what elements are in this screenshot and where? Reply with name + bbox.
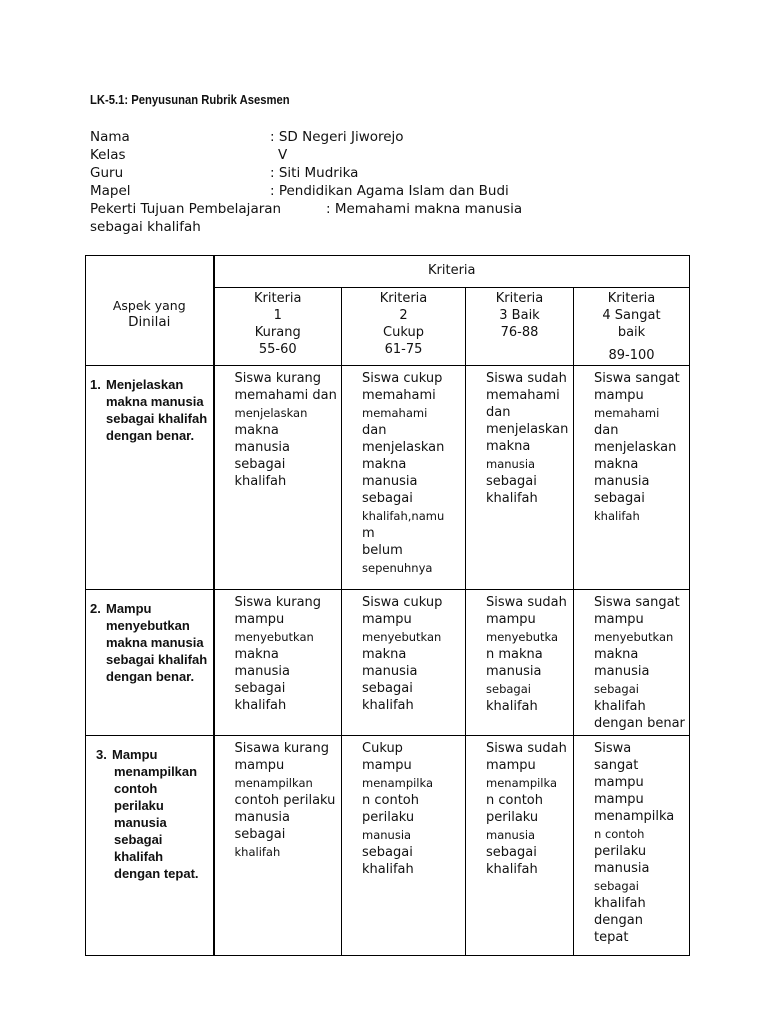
cell-line: Siswa sangat — [594, 371, 680, 386]
cell-line: mampu — [486, 612, 536, 627]
cell-line: makna — [594, 457, 639, 472]
kriteria-header: Kriteria — [214, 256, 690, 288]
cell-line: manusia — [594, 474, 650, 489]
cell-line: khalifah — [362, 862, 414, 877]
cell-line: sebagai — [486, 474, 537, 489]
criteria-cell — [574, 590, 690, 736]
aspect-line — [88, 746, 211, 763]
cell-line: sangat — [594, 758, 639, 773]
table-row — [86, 736, 690, 956]
cell-line: memahami — [594, 406, 660, 420]
kriteria-1-header — [214, 288, 342, 366]
aspect-line: contoh perilaku — [114, 781, 164, 813]
cell-line: manusia sebagai — [234, 810, 290, 842]
aspect-cell — [86, 736, 214, 956]
cell-line: dan — [362, 423, 387, 438]
aspect-line: menampilkan — [114, 764, 198, 779]
cell-line: Siswa cukup — [362, 595, 443, 610]
aspect-number: 3. — [96, 747, 107, 762]
cell-line: makna — [594, 647, 639, 662]
cell-line: memahami — [486, 388, 560, 403]
cell-line: mampu — [486, 758, 536, 773]
criteria-cell — [214, 590, 342, 736]
cell-line: sepenuhnya — [362, 561, 433, 575]
cell-line: manusia — [486, 828, 536, 842]
cell-line: makna — [486, 439, 531, 454]
guru-value: : Siti Mudrika — [270, 165, 359, 181]
cell-line: menjelaskan — [486, 422, 569, 437]
kriteria-4-l4: 89-100 — [608, 348, 655, 363]
cell-line: Siswa kurang — [234, 371, 322, 386]
kriteria-4-l3: baik — [617, 325, 646, 340]
cell-line: sebagai — [486, 845, 537, 860]
cell-line: n contoh — [594, 827, 645, 841]
cell-line: n makna — [486, 647, 543, 662]
aspect-line: sebagai khalifah — [106, 652, 208, 667]
cell-line: perilaku — [486, 810, 539, 825]
cell-line: tepat — [594, 930, 629, 945]
cell-line: memahami dan — [234, 388, 337, 403]
kriteria-2-l3: Cukup — [383, 325, 424, 340]
cell-line: Siswa — [594, 741, 632, 756]
cell-line: khalifah,namu — [362, 509, 445, 523]
cell-line: mampu — [234, 612, 285, 627]
criteria-cell — [466, 736, 574, 956]
aspect-line: menyebutkan — [106, 618, 190, 633]
cell-line: khalifah — [594, 699, 646, 714]
cell-line: khalifah — [486, 699, 538, 714]
aspect-cell — [86, 366, 214, 590]
cell-line: makna manusia — [234, 423, 290, 455]
cell-line: makna — [362, 457, 407, 472]
cell-line: menyebutkan — [362, 630, 442, 644]
criteria-cell — [342, 590, 466, 736]
cell-line: perilaku — [362, 810, 415, 825]
aspect-line — [88, 376, 211, 393]
cell-line: sebagai khalifah — [234, 681, 287, 713]
cell-line: menyebutkan — [234, 630, 314, 644]
cell-line: khalifah — [486, 862, 538, 877]
cell-line: menjelaskan — [362, 440, 445, 455]
kriteria-4-l1: Kriteria — [607, 291, 656, 306]
aspect-cell — [86, 590, 214, 736]
cell-line: makna manusia — [362, 647, 418, 679]
kriteria-1-l2: 1 — [273, 308, 282, 323]
cell-line: sebagai — [486, 682, 531, 696]
cell-line: makna manusia — [234, 647, 290, 679]
cell-line: mampu — [594, 612, 644, 627]
cell-line: contoh perilaku — [234, 793, 336, 808]
kelas-label: Kelas — [90, 147, 126, 163]
kriteria-1-l3: Kurang — [254, 325, 301, 340]
cell-line: manusia — [594, 861, 650, 876]
aspect-line: makna manusia — [106, 394, 204, 409]
kriteria-3-l3: 76-88 — [500, 325, 539, 340]
table-row — [86, 366, 690, 590]
cell-line: sebagai — [362, 491, 413, 506]
criteria-cell — [342, 366, 466, 590]
cell-line: khalifah — [594, 896, 646, 911]
aspect-text: Mampu — [112, 747, 158, 762]
kriteria-4-l2: 4 Sangat — [602, 308, 661, 323]
cell-line: menjelaskan — [234, 406, 308, 420]
kriteria-2-header — [342, 288, 466, 366]
cell-line: dan — [594, 423, 619, 438]
kriteria-2-l1: Kriteria — [379, 291, 428, 306]
cell-line: mampu — [594, 388, 644, 403]
cell-line: dengan benar — [594, 716, 685, 731]
cell-line: memahami — [362, 406, 428, 420]
cell-line: dengan — [594, 913, 643, 928]
cell-line: mampu — [362, 612, 412, 627]
kriteria-1-l4: 55-60 — [258, 342, 297, 357]
aspect-line: dengan tepat. — [114, 866, 199, 881]
cell-line: belum — [362, 543, 403, 558]
criteria-cell — [466, 590, 574, 736]
table-row — [86, 590, 690, 736]
aspect-line: makna manusia — [106, 635, 204, 650]
cell-line: menampilka — [486, 776, 558, 790]
cell-line: menampilkan — [234, 776, 313, 790]
cell-line: sebagai — [594, 879, 639, 893]
criteria-cell — [214, 366, 342, 590]
aspek-header-line1: Aspek yang — [112, 297, 186, 313]
kriteria-3-l1: Kriteria — [495, 291, 544, 306]
kriteria-1-l1: Kriteria — [254, 291, 302, 306]
mapel-value: : Pendidikan Agama Islam dan Budi — [270, 183, 509, 199]
aspect-line: manusia — [114, 815, 167, 830]
cell-line: n contoh — [362, 793, 420, 808]
aspect-text: Mampu — [106, 601, 152, 616]
criteria-cell — [214, 736, 342, 956]
cell-line: Sisawa kurang — [234, 741, 330, 756]
cell-line: sebagai khalifah — [234, 457, 287, 489]
document-title: LK-5.1: Penyusunan Rubrik Asesmen — [90, 93, 290, 107]
criteria-cell — [574, 366, 690, 590]
nama-label: Nama — [90, 129, 130, 145]
cell-line: Siswa sudah — [486, 595, 567, 610]
kelas-value: V — [278, 147, 288, 163]
aspect-line: sebagai khalifah — [106, 411, 208, 426]
cell-line: manusia — [362, 474, 418, 489]
cell-line: mampu — [362, 758, 412, 773]
aspect-text: Menjelaskan — [106, 377, 184, 392]
aspect-number: 2. — [90, 601, 101, 616]
cell-line: mampu — [234, 758, 285, 773]
tujuan-value: : Memahami makna manusia — [326, 201, 523, 217]
cell-line: mampu — [594, 775, 644, 790]
cell-line: n contoh — [486, 793, 544, 808]
criteria-cell — [466, 366, 574, 590]
cell-line: manusia — [486, 664, 542, 679]
cell-line: manusia — [362, 828, 412, 842]
cell-line: Siswa sudah — [486, 371, 567, 386]
cell-line: Siswa cukup — [362, 371, 443, 386]
aspect-line: sebagai — [114, 832, 163, 847]
kriteria-3-l2: 3 Baik — [499, 308, 540, 323]
cell-line: sebagai khalifah — [362, 681, 414, 713]
cell-line: khalifah — [594, 509, 640, 523]
cell-line: menyebutka — [486, 630, 559, 644]
criteria-cell — [342, 736, 466, 956]
cell-line: menampilka — [594, 809, 675, 824]
aspek-header-line2: Dinilai — [128, 313, 171, 330]
cell-line: sebagai — [362, 845, 413, 860]
cell-line: manusia — [594, 664, 650, 679]
kriteria-3-header — [466, 288, 574, 366]
cell-line: menjelaskan — [594, 440, 677, 455]
cell-line: menampilka — [362, 776, 434, 790]
tujuan-continuation: sebagai khalifah — [90, 219, 201, 235]
cell-line: manusia — [486, 457, 536, 471]
aspek-header — [86, 256, 214, 366]
aspect-line: khalifah — [114, 849, 164, 864]
kriteria-2-l2: 2 — [399, 308, 408, 323]
aspect-line: dengan benar. — [106, 428, 195, 443]
aspect-line — [88, 600, 211, 617]
cell-line: Siswa kurang — [234, 595, 322, 610]
cell-line: menyebutkan — [594, 630, 674, 644]
cell-line: Siswa sangat — [594, 595, 680, 610]
tujuan-label: Pekerti Tujuan Pembelajaran — [90, 201, 282, 217]
aspect-line: dengan benar. — [106, 669, 195, 684]
rubric-table — [85, 255, 690, 956]
kriteria-4-header — [574, 288, 690, 366]
cell-line: m — [362, 526, 375, 541]
cell-line: perilaku — [594, 844, 647, 859]
kriteria-2-l4: 61-75 — [384, 342, 423, 357]
criteria-cell — [574, 736, 690, 956]
nama-value: : SD Negeri Jiworejo — [270, 129, 404, 145]
cell-line: dan — [486, 405, 511, 420]
cell-line: memahami — [362, 388, 436, 403]
mapel-label: Mapel — [90, 183, 131, 199]
cell-line: sebagai — [594, 491, 645, 506]
cell-line: khalifah — [486, 491, 538, 506]
aspect-number: 1. — [90, 377, 101, 392]
cell-line: Siswa sudah — [486, 741, 567, 756]
guru-label: Guru — [90, 165, 124, 181]
cell-line: mampu — [594, 792, 644, 807]
cell-line: Cukup — [362, 741, 403, 756]
cell-line: sebagai — [594, 682, 639, 696]
cell-line: khalifah — [234, 845, 281, 859]
